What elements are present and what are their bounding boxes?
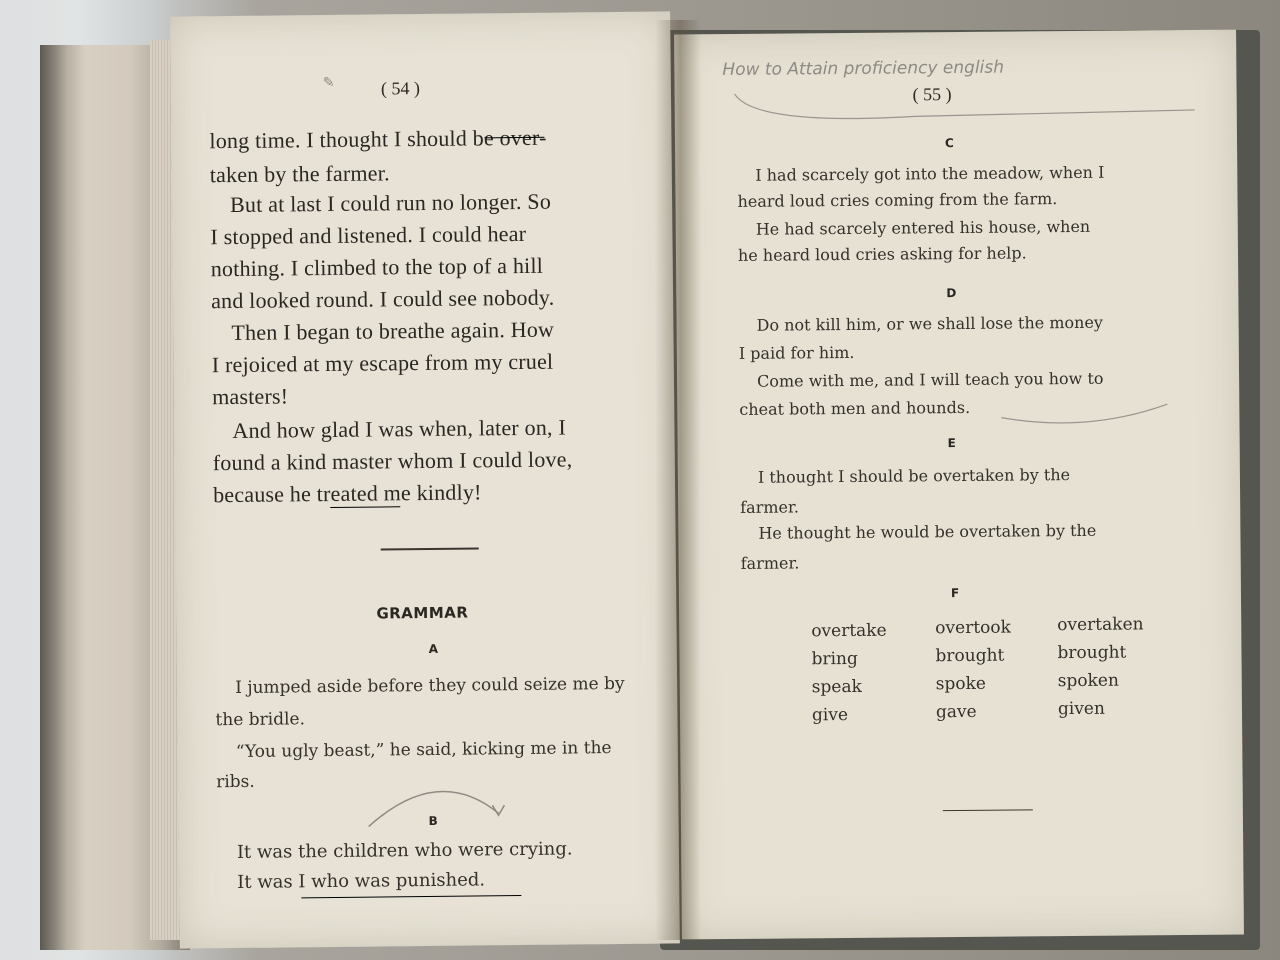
text-line: I rejoiced at my escape from my cruel [211, 348, 554, 378]
verb-past: overtook [935, 617, 1011, 639]
section-letter: A [428, 641, 439, 656]
text-line: found a kind master whom I could love, [212, 446, 573, 476]
section-divider [943, 809, 1033, 811]
text-line: I jumped aside before they could seize me by [235, 673, 625, 698]
text-line: farmer. [740, 497, 800, 517]
text-line: and looked round. I could see nobody. [210, 284, 555, 314]
text-line: Then I began to breathe again. How [231, 316, 555, 346]
verb-column-past [935, 614, 1012, 727]
pencil-underline [330, 506, 400, 508]
handwritten-note: How to Attain proficiency english [722, 57, 1005, 81]
text-line: He thought he would be overtaken by the [758, 520, 1097, 543]
text-line: the bridle. [215, 709, 306, 731]
verb-present: give [811, 704, 849, 726]
text-line: “You ugly beast,” he said, kicking me in the [235, 738, 612, 762]
verb-participle: brought [1057, 642, 1127, 664]
left-page [170, 11, 680, 948]
left-page-number: ( 54 ) [380, 78, 420, 99]
pencil-bracket [714, 70, 1215, 134]
text-line: cheat both men and hounds. [739, 397, 971, 419]
text-line: ribs. [216, 771, 255, 793]
book-gutter [655, 20, 701, 940]
grammar-heading: GRAMMAR [376, 603, 469, 623]
verb-present: bring [811, 648, 858, 670]
text-line: masters! [211, 383, 289, 410]
text-line: because he treated me kindly! [213, 479, 482, 508]
text-line: It was I who was punished. [237, 869, 486, 893]
verb-participle: given [1057, 698, 1105, 720]
verb-past: brought [935, 645, 1005, 667]
text-line: I paid for him. [738, 342, 855, 363]
verb-participle: overtaken [1057, 614, 1144, 636]
verb-present: overtake [811, 620, 887, 642]
text-line: he heard loud cries asking for help. [737, 243, 1027, 265]
pencil-bracket [997, 396, 1177, 438]
text-line: I stopped and listened. I could hear [210, 220, 527, 250]
text-line: Come with me, and I will teach you how to [757, 368, 1104, 391]
verb-column-participle [1057, 610, 1144, 723]
verb-present: speak [811, 676, 862, 698]
verb-past: spoke [935, 673, 987, 695]
text-line: He had scarcely entered his house, when [755, 216, 1091, 239]
text-line: heard loud cries coming from the farm. [737, 189, 1058, 211]
text-line: farmer. [740, 553, 800, 573]
text-line: long time. I thought I should be over- [209, 124, 547, 154]
verb-participle: spoken [1057, 670, 1119, 692]
section-divider [381, 547, 479, 550]
text-line: And how glad I was when, later on, I [232, 414, 567, 444]
text-line: I thought I should be overtaken by the [757, 465, 1071, 487]
pencil-underline [301, 895, 521, 898]
right-page [674, 30, 1244, 940]
section-letter: B [428, 813, 438, 828]
verb-past: gave [935, 701, 977, 723]
pencil-arrow [358, 773, 519, 835]
verb-column-present [811, 617, 887, 730]
section-letter: C [944, 136, 954, 151]
text-line: taken by the farmer. [209, 160, 390, 188]
section-letter: E [947, 436, 956, 451]
right-page-number: ( 55 ) [912, 84, 952, 105]
text-line: nothing. I climbed to the top of a hill [210, 252, 544, 282]
text-line: Do not kill him, or we shall lose the money [756, 312, 1103, 335]
text-line: I had scarcely got into the meadow, when I [755, 162, 1105, 185]
text-line: It was the children who were crying. [236, 838, 573, 863]
pencil-margin-mark: ✎ [322, 74, 335, 92]
section-letter: F [950, 586, 960, 601]
section-letter: D [946, 286, 957, 301]
text-line: But at last I could run no longer. So [229, 188, 552, 218]
